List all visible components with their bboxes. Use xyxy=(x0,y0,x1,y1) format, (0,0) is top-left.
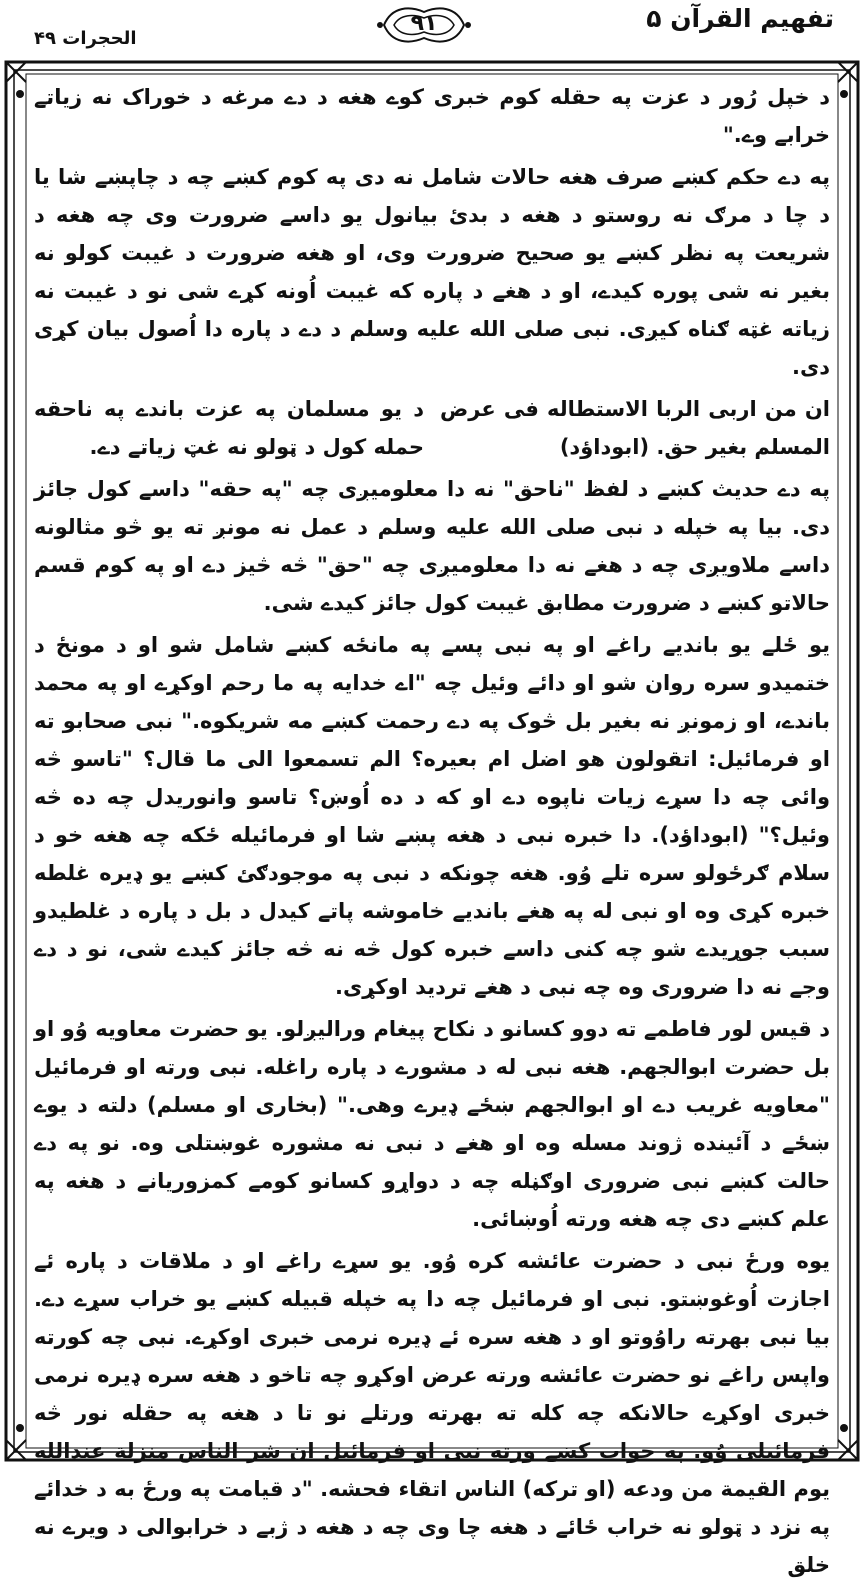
paragraph-1: د خپل رُور د عزت په حقله کوم خبری کوے هغه د دے مرغه د خوراک نه زیاتے خرابے وے." xyxy=(34,85,830,147)
page-number: ۹۱ xyxy=(410,11,438,36)
page-body-text xyxy=(34,78,830,1577)
hadith-block xyxy=(34,390,830,466)
page-number-ornament xyxy=(374,2,474,48)
paragraph-3: په دے حدیث کښے د لفظ "ناحق" نه دا معلومیږی چه "په حقه" داسے کول جائز دی. بیا په خپله د نبی صلی الله علیه وسلم د عمل نه مونږ ته یو څو مثالونه داسے ملاویږی چه د هغے نه دا معلومیږی چه "حق" څه څیز دے او په کوم قسم حالاتو کښے د ضرورت مطابق غیبت کول جائز کیدے شی. xyxy=(34,477,830,615)
hadith-arabic-text: ان من اربی الربا الاستطاله فی عرض المسلم بغیر حق. (ابوداؤد) xyxy=(440,397,830,459)
surah-title: الحجرات ۴۹ xyxy=(34,28,137,49)
hadith-translation: د یو مسلمان په عزت باندے په ناحقه حمله کول د ټولو نه غټ زیاتے دے. xyxy=(34,397,424,459)
paragraph-5: د قیس لور فاطمے ته دوو کسانو د نکاح پیغام ورالیږلو. یو حضرت معاویه وُو او بل حضرت ابوالجهم. هغه نبی له د مشورے د پاره راغله. نبی ورته او فرمائیل "معاویه غریب دے او ابوالجهم ښځے ډیرے وهی." (بخاری او مسلم) دلته د یوے ښځے د آئینده ژوند مسله وه او هغے د نبی نه مشوره غوښتلی وه. نو په دے حالت کښے نبی ضروری اوګڼله چه د دواړو کسانو کومے کمزوریانے د هغه په علم کښے دی چه هغه ورته اُوښائی. xyxy=(34,1017,830,1231)
book-title: تفهیم القرآن ۵ xyxy=(646,4,834,33)
page-header xyxy=(0,0,864,62)
paragraph-4: یو ځلے یو باندیے راغے او په نبی پسے په مانځه کښے شامل شو او د مونځ د ختمیدو سره روان شو او دائے وئیل چه "اے خدایه په ما رحم اوکړے او په محمد باندے، او زمونږ نه بغیر بل څوک په دے رحمت کښے مه شریکوه." نبی صحابو ته او فرمائیل: اتقولون هو اضل ام بعیره؟ الم تسمعوا الی ما قال؟ "تاسو څه وائی چه دا سړے زیات ناپوه دے او که د ده اُوښ؟ تاسو وانوریدل چه ده څه وئیل؟" (ابوداؤد). دا خبره نبی د هغه پښے شا او فرمائیله ځکه چه هغه خو د سلام ګرځولو سره تلے وُو. هغه چونکه د نبی په موجودګئ کښے یو ډیره غلطه خبره کړی وه او نبی له په هغے باندیے خاموشه پاتے کیدل د بل د پاره د غلطیدو سبب جوړیدے شو چه کنی داسے خبره کول څه نه څه جائز کیدے شی، نو د دے وجے نه دا ضروری وه چه نبی د هغے تردید اوکړی. xyxy=(34,633,830,999)
paragraph-2: په دے حکم کښے صرف هغه حالات شامل نه دی په کوم کښے چه د چاپښے شا یا د چا د مرګ نه روستو د هغه د بدئ بیانول یو داسے ضرورت وی چه هغه د شریعت په نظر کښے یو صحیح ضرورت وی، او هغه ضرورت د غیبت کولو نه بغیر نه شی پوره کیدے، او د هغے د پاره که غیبت اُونه کړے شی نو د غیبت نه زیاته غټه ګناه کیږی. نبی صلی الله علیه وسلم د دے د پاره دا اُصول بیان کړی دی. xyxy=(34,165,830,379)
paragraph-6: یوه ورځ نبی د حضرت عائشه کره وُو. یو سړے راغے او د ملاقات د پاره ئے اجازت اُوغوښتو. نبی او فرمائیل چه دا په خپله قبیله کښے یو خراب سړے دے. بیا نبی بهرته راوُوتو او د هغه سره ئے ډیره نرمی خبری اوکړے. نبی چه کورته واپس راغے نو حضرت عائشه ورته عرض اوکړو چه تاخو د هغه سره ډیره نرمی خبری اوکړے حالانکه چه کله ته بهرته ورتلے نو تا د هغه په حقله نور څه فرمائیلی وُو. په جواب کښے ورته نبی او فرمائیل ان شر الناس منزلة عندالله یوم القیمة من ودعه (او ترکه) الناس اتقاء فحشه. "د قیامت په ورځ به د خدائے په نزد د ټولو نه خراب ځائے د هغه چا وی چه د هغه د ژبے د خرابوالی د ویرے نه خلق xyxy=(34,1249,830,1577)
